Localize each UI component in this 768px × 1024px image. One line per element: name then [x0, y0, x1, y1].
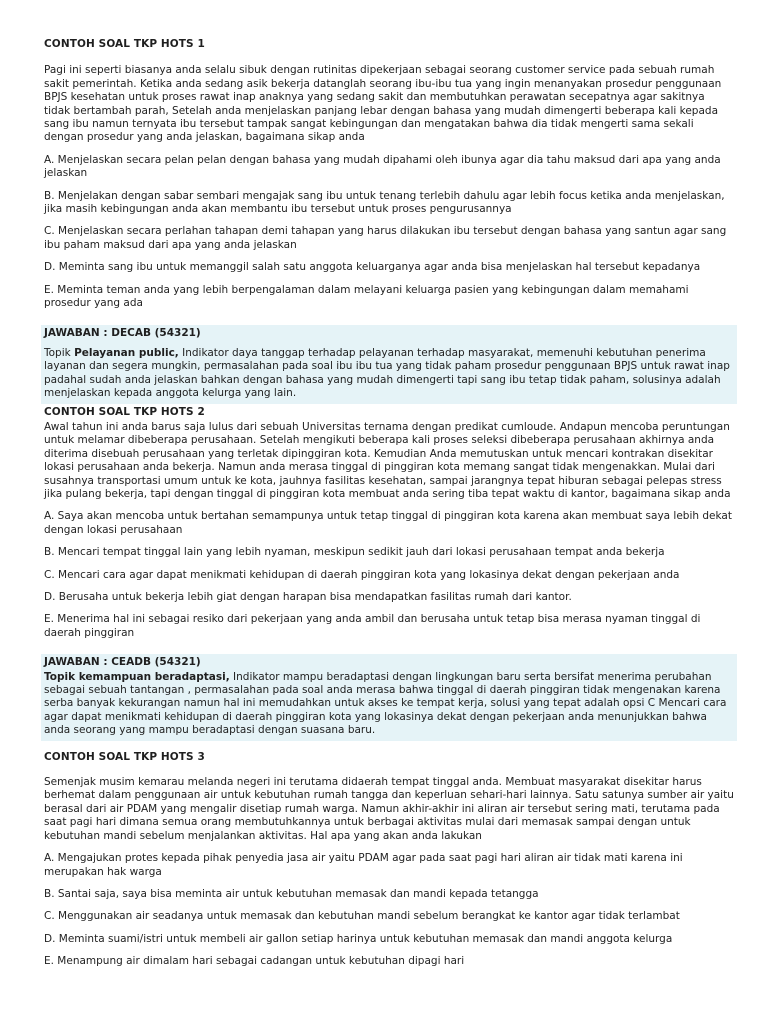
question-1-stem: Pagi ini seperti biasanya anda selalu sibuk dengan rutinitas dipekerjaan sebagai seorang customer service pada sebuah rumah sakit pemerintah. Ketika anda sedang asik bekerja datanglah seorang ibu-ibu tua yang ingin menanyakan prosedur penggunaan BPJS kesehatan untuk proses rawat inap anaknya yang sedang sakit dan membutuhkan perawatan secepatnya agar sakitnya tidak bertambah parah, Setelah anda menjelaskan panjang lebar dengan bahasa yang mudah dimengerti beberapa kali kepada sang ibu namun ternyata ibu tersebut tampak sangat kebingungan dan mengatakan bahwa dia tidak mengerti sama sekali dengan prosedur yang anda jelaskan, bagaimana sikap anda	[44, 64, 722, 144]
question-3-stem: Semenjak musim kemarau melanda negeri ini terutama didaerah tempat tinggal anda. Membuat masyarakat disekitar harus berhemat dalam penggunaan air untuk kebutuhan rumah tangga dan keperluan sehari-hari lainnya. Satu satunya sumber air yaitu berasal dari air PDAM yang mengalir disetiap rumah warga. Namun akhir-akhir ini aliran air tersebut sering mati, terutama pada saat pagi hari dimana semua orang membutuhkannya untuk berbagai aktivitas mulai dari memasak sampai dengan untuk kebutuhan mandi sebelum menjalankan aktivitas. Hal apa yang akan anda lakukan	[44, 776, 734, 842]
question-2-answer-label: JAWABAN : CEADB (54321)	[44, 656, 201, 669]
question-2-title: CONTOH SOAL TKP HOTS 2	[44, 405, 205, 418]
question-1-option-c: C. Menjelaskan secara perlahan tahapan demi tahapan yang harus dilakukan ibu tersebut dengan bahasa yang santun agar sang ibu paham maksud dari apa yang anda jelaskan	[44, 225, 727, 251]
question-2-answer-box	[41, 654, 737, 740]
answer-topic: Topik kemampuan beradaptasi,	[44, 670, 230, 683]
question-2-answer-explanation	[44, 671, 734, 738]
question-1-title: CONTOH SOAL TKP HOTS 1	[44, 38, 205, 50]
answer-text: Indikator mampu beradaptasi dengan lingkungan baru serta bersifat menerima perubahan sebagai sebuah tantangan , permasalahan pada soal anda merasa bahwa tinggal di daerah pinggiran tidak mengenakan karena serba banyak kekurangan namun hal ini memudahkan untuk akses ke tempat kerja, solusi yang tepat adalah opsi C Mencari cara agar dapat menikmati kehidupan di daerah pinggiran kota yang lokasinya dekat dengan pekerjaan anda menunjukkan bahwa anda seorang yang mampu beradaptasi dengan suasana baru.	[44, 670, 727, 737]
question-3-option-d: D. Meminta suami/istri untuk membeli air gallon setiap harinya untuk kebutuhan memasak dan mandi anggota kelurga	[44, 932, 673, 945]
question-1-option-b: B. Menjelakan dengan sabar sembari mengajak sang ibu untuk tenang terlebih dahulu agar lebih focus ketika anda menjelaskan, jika masih kebingungan anda akan membantu ibu tersebut untuk proses pengurusannya	[44, 189, 725, 216]
question-3-option-a: A. Mengajukan protes kepada pihak penyedia jasa air yaitu PDAM agar pada saat pagi hari aliran air tidak mati karena ini merupakan hak warga	[44, 852, 683, 878]
question-2-option-b: B. Mencari tempat tinggal lain yang lebih nyaman, meskipun sedikit jauh dari lokasi perusahaan tempat anda bekerja	[44, 546, 665, 559]
document-page	[44, 30, 734, 969]
question-3-option-c: C. Menggunakan air seadanya untuk memasak dan kebutuhan mandi sebelum berangkat ke kantor agar tidak terlambat	[44, 910, 680, 923]
question-2-option-a: A. Saya akan mencoba untuk bertahan semampunya untuk tetap tinggal di pinggiran kota karena akan membuat saya lebih dekat dengan lokasi perusahaan	[44, 510, 732, 536]
question-3-option-e: E. Menampung air dimalam hari sebagai cadangan untuk kebutuhan dipagi hari	[44, 955, 465, 968]
answer-topic: Pelayanan public,	[74, 346, 179, 359]
question-1-answer-box	[41, 325, 737, 404]
question-2-option-d: D. Berusaha untuk bekerja lebih giat dengan harapan bisa mendapatkan fasilitas rumah dari kantor.	[44, 591, 572, 603]
question-1-answer-label: JAWABAN : DECAB (54321)	[44, 326, 201, 339]
question-2-stem: Awal tahun ini anda barus saja lulus dari sebuah Universitas ternama dengan predikat cumloude. Andapun mencoba peruntungan untuk melamar dibeberapa perusahaan. Setelah mengikuti beberapa kali proses seleksi dibeberapa perusahaan akhirnya anda diterima disebuah perusahaan yang terletak dipinggiran kota. Kemudian Anda memutuskan untuk mencari kontrakan disekitar lokasi perusahaan anda bekerja. Namun anda merasa tinggal di pinggiran kota memang sangat tidak mengenakkan. Mulai dari susahnya transportasi umum untuk ke kota, jauhnya fasilitas kesehatan, sampai jarangnya tepat hiburan sebagai pelepas stress jika pulang bekerja, tapi dengan tinggal di pinggiran kota membuat anda sering tiba tepat waktu di kantor, bagaimana sikap anda	[44, 420, 731, 500]
question-1-option-e: E. Meminta teman anda yang lebih berpengalaman dalam melayani keluarga pasien yang kebingungan dalam memahami prosedur yang ada	[44, 283, 689, 310]
answer-text: Indikator daya tanggap terhadap pelayanan terhadap masyarakat, memenuhi kebutuhan penerima layanan dan segera mungkin, permasalahan pada soal ibu ibu tua yang tidak paham prosedur penggunaan BPJS untuk rawat inap padahal sudah anda jelaskan bahkan dengan bahasa yang mudah dimengerti tapi sang ibu tetap tidak paham, solusinya adalah menjelaskan kepada anggota kelurga yang lain.	[44, 346, 730, 400]
question-2-option-e: E. Menerima hal ini sebagai resiko dari pekerjaan yang anda ambil dan berusaha untuk tetap bisa merasa nyaman tinggal di daerah pinggiran	[44, 613, 701, 639]
question-1-option-a: A. Menjelaskan secara pelan pelan dengan bahasa yang mudah dipahami oleh ibunya agar dia tahu maksud dari apa yang anda jelaskan	[44, 153, 721, 180]
question-3-title: CONTOH SOAL TKP HOTS 3	[44, 750, 205, 763]
question-1-answer-explanation	[44, 347, 734, 401]
question-1-option-d: D. Meminta sang ibu untuk memanggil salah satu anggota keluarganya agar anda bisa menjelaskan hal tersebut kepadanya	[44, 261, 701, 274]
answer-prefix: Topik	[44, 346, 75, 359]
question-3-option-b: B. Santai saja, saya bisa meminta air untuk kebutuhan memasak dan mandi kepada tetangga	[44, 887, 539, 900]
question-2-option-c: C. Mencari cara agar dapat menikmati kehidupan di daerah pinggiran kota yang lokasinya dekat dengan pekerjaan anda	[44, 568, 680, 581]
